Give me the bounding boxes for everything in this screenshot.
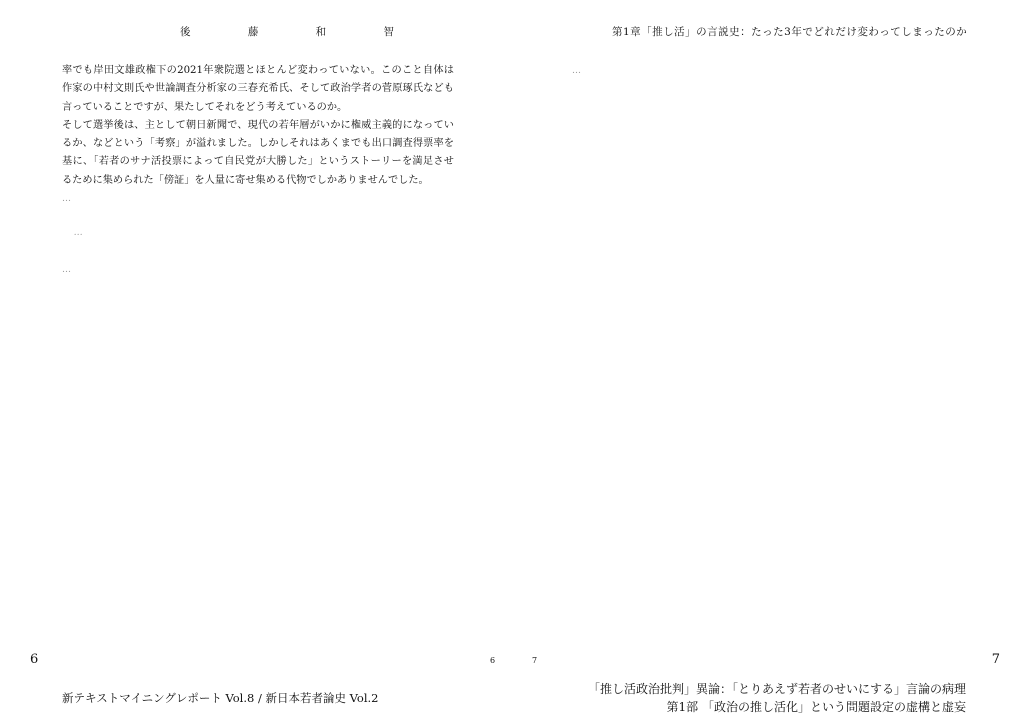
right-body <box>572 62 964 80</box>
footer-series-title: 新テキストマイニングレポート Vol.8 / 新日本若者論史 Vol.2 <box>62 691 379 705</box>
left-paragraph-1: 率でも岸田文雄政権下の2021年衆院選とほとんど変わっていない。このこと自体は作家の中村文則氏や世論調査分析家の三春充希氏、そして政治学者の菅原琢氏なども言っていることですが、果たしてそれをどう考えているのか。 <box>62 65 454 113</box>
page-number-left: 6 <box>30 652 39 667</box>
gutter-number-left: 6 <box>490 656 496 665</box>
left-paragraph-2: そして選挙後は、主として朝日新聞で、現代の若年層がいかに権威主義的になっているか、などという「考察」が溢れました。しかしそれはあくまでも出口調査得票率を基に、「若者のサナ活投票によって自民党が大勝した」というストーリーを満足させるために集められた「傍証」を人量に寄せ集める代物でしかありませんでした。 <box>62 119 454 186</box>
footer-part-title: 「推し活政治批判」異論：「とりあえず若者のせいにする」言論の病理 <box>587 682 966 696</box>
footer-part-subtitle: 第1部 「政治の推し活化」という問題設定の虚構と虚妄 <box>666 700 966 714</box>
left-body <box>62 62 454 280</box>
right-page <box>512 0 1024 726</box>
right-paragraph-1: … <box>572 66 581 76</box>
running-head-chapter: 第1章「推し活」の言説史：たった3年でどれだけ変わってしまったのか <box>612 26 968 38</box>
left-after-quote: … <box>62 265 71 276</box>
gutter-number-right: 7 <box>532 656 538 665</box>
running-head-author: 後 藤 和 智 <box>180 26 422 38</box>
left-paragraph-3: … <box>62 194 71 205</box>
block-quote: … <box>74 228 83 239</box>
page-number-right: 7 <box>991 652 1000 667</box>
